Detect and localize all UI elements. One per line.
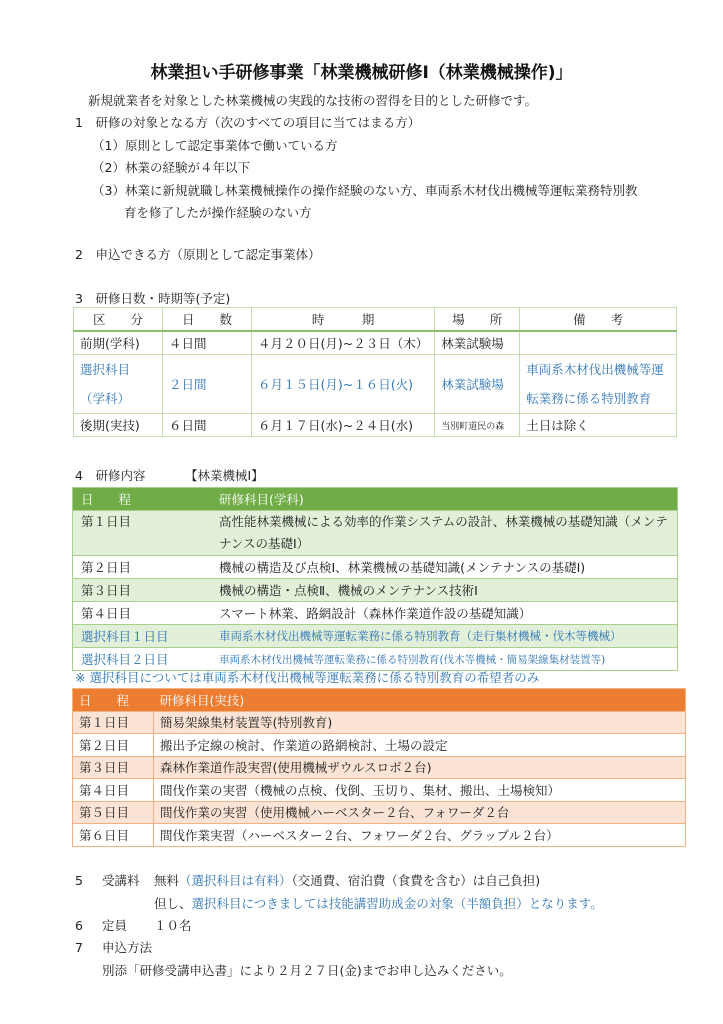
- cell-subject: 間伐作業の実習（機械の点検、伐倒、玉切り、集材、搬出、土場検知）: [154, 779, 686, 802]
- table-row: [73, 779, 686, 802]
- table-row: [73, 602, 678, 625]
- elective-note: ※ 選択科目については車両系木材伐出機械等運転業務に係る特別教育の希望者のみ: [75, 670, 540, 685]
- cell-subject: 間伐作業実習（ハーベスター２台、フォワーダ２台、グラップル２台）: [154, 824, 686, 847]
- table-row: [74, 414, 677, 437]
- cell-day: 第２日目: [73, 734, 154, 757]
- cell-category-line1: 選択科目: [80, 362, 131, 377]
- section4-heading: 4 研修内容: [75, 468, 146, 483]
- schedule-table-header: [74, 308, 677, 332]
- header-subject: 研修科目(実技): [154, 689, 686, 712]
- section2-heading: 2 申込できる方（原則として認定事業体）: [75, 247, 321, 262]
- header-subject: 研修科目(学科): [211, 488, 678, 511]
- cell-day: 第３日目: [73, 579, 212, 602]
- subsidy-however: 但し、: [154, 896, 192, 911]
- cell-day: 第１日目: [73, 711, 154, 734]
- section7-number: 7: [75, 940, 83, 955]
- section3-heading: 3 研修日数・時期等(予定): [75, 291, 231, 306]
- cell-subject: 森林作業道作設実習(使用機械ザウルスロボ２台): [154, 756, 686, 779]
- cell-place: 林業試験場: [435, 355, 520, 414]
- header-day: 日 程: [73, 689, 154, 712]
- cell-note: [520, 355, 677, 414]
- cell-category: 前期(学科): [74, 331, 163, 355]
- fee-self-pay: （交通費、宿泊費（食費を含む）は自己負担): [291, 873, 541, 888]
- cell-category: [74, 355, 163, 414]
- cell-period: ６月１７日(水)~２４日(水): [252, 414, 435, 437]
- cell-note: 土日は除く: [520, 414, 677, 437]
- cell-category: 後期(実技): [74, 414, 163, 437]
- cell-place: 当別町道民の森: [435, 414, 520, 437]
- header-category: 区 分: [74, 308, 163, 332]
- cell-subject: 搬出予定線の検討、作業道の路網検討、土場の設定: [154, 734, 686, 757]
- section7-label: 申込方法: [102, 940, 153, 955]
- cell-period: ６月１５日(月)~１６日(火): [252, 355, 435, 414]
- cell-day: 第３日目: [73, 756, 154, 779]
- cell-subject: スマート林業、路網設計（森林作業道作設の基礎知識）: [211, 602, 678, 625]
- section1-item-1: （1）原則として認定事業体で働いている方: [92, 138, 338, 153]
- table-row: [73, 556, 678, 579]
- cell-subject: 簡易架線集材装置等(特別教育): [154, 711, 686, 734]
- cell-subject: 間伐作業の実習（使用機械ハーベスター２台、フォワーダ２台: [154, 801, 686, 824]
- cell-day: 第２日目: [73, 556, 212, 579]
- fee-paid-note: （選択科目は有料）: [179, 873, 292, 888]
- cell-note: [520, 331, 677, 355]
- cell-subject: 車両系木材伐出機械等運転業務に係る特別教育（走行集材機械・伐木等機械）: [211, 625, 678, 648]
- table-row: [73, 648, 678, 671]
- section6-label: 定員: [102, 918, 128, 933]
- header-place: 場 所: [435, 308, 520, 332]
- cell-place: 林業試験場: [435, 331, 520, 355]
- section4-subheading: 【林業機械Ⅰ】: [185, 468, 264, 483]
- cell-days: ４日間: [163, 331, 252, 355]
- cell-period: ４月２０日(月)~２３日（木）: [252, 331, 435, 355]
- subsidy-text: 選択科目につきましては技能講習助成金の対象（半額負担）となります。: [191, 896, 603, 911]
- cell-day: 第４日目: [73, 602, 212, 625]
- header-days: 日 数: [163, 308, 252, 332]
- section5-label: 受講料: [102, 873, 140, 888]
- section1-item-3-cont: 育を修了したが操作経験のない方: [124, 205, 312, 220]
- cell-subject: 高性能林業機械による効率的作業システムの設計、林業機械の基礎知識（メンテナンスの基礎Ⅰ）: [211, 511, 678, 556]
- capacity-value: １０名: [154, 918, 192, 933]
- intro-text: 新規就業者を対象とした林業機械の実践的な技術の習得を目的とした研修です。: [88, 93, 538, 108]
- cell-subject: 機械の構造・点検Ⅱ、機械のメンテナンス技術Ⅰ: [211, 579, 678, 602]
- subsidy-line: [154, 896, 603, 912]
- fee-line: [154, 873, 540, 889]
- cell-note-line1: 車両系木材伐出機械等運: [526, 362, 664, 377]
- cell-days: ６日間: [163, 414, 252, 437]
- section1-item-3: （3）林業に新規就職し林業機械操作の操作経験のない方、車両系木材伐出機械等運転業務特別教: [92, 183, 638, 198]
- cell-subject: 車両系木材伐出機械等運転業務に係る特別教育(伐木等機械・簡易架線集材装置等): [211, 648, 678, 671]
- table-row: [73, 511, 678, 556]
- header-note: 備 考: [520, 308, 677, 332]
- cell-day: 選択科目２日目: [73, 648, 212, 671]
- cell-note-line2: 転業務に係る特別教育: [526, 391, 652, 406]
- cell-day: 第４日目: [73, 779, 154, 802]
- section1-item-2: （2）林業の経験が４年以下: [92, 160, 250, 175]
- table-row: [73, 734, 686, 757]
- practical-table-header: [73, 689, 686, 712]
- cell-subject: 機械の構造及び点検Ⅰ、林業機械の基礎知識(メンテナンスの基礎Ⅰ): [211, 556, 678, 579]
- cell-day: 第６日目: [73, 824, 154, 847]
- cell-day: 選択科目１日目: [73, 625, 212, 648]
- application-text: 別添「研修受講申込書」により２月２７日(金)までお申し込みください。: [102, 963, 512, 978]
- schedule-table: [73, 307, 677, 437]
- table-row: [73, 801, 686, 824]
- cell-category-line2: （学科）: [80, 391, 131, 406]
- header-day: 日 程: [73, 488, 212, 511]
- table-row: [73, 625, 678, 648]
- section1-heading: 1 研修の対象となる方（次のすべての項目に当てはまる方）: [75, 115, 421, 130]
- table-row: [74, 355, 677, 414]
- lecture-table-header: [73, 488, 678, 511]
- section5-number: 5: [75, 873, 83, 888]
- table-row: [73, 756, 686, 779]
- page-title: 林業担い手研修事業「林業機械研修Ⅰ（林業機械操作)」: [150, 63, 573, 83]
- section6-number: 6: [75, 918, 83, 933]
- cell-day: 第１日目: [73, 511, 212, 556]
- table-row: [74, 331, 677, 355]
- header-period: 時 期: [252, 308, 435, 332]
- fee-free: 無料: [154, 873, 180, 888]
- practical-table: [72, 688, 686, 847]
- table-row: [73, 824, 686, 847]
- lecture-table: [72, 487, 678, 671]
- table-row: [73, 711, 686, 734]
- cell-days: ２日間: [163, 355, 252, 414]
- table-row: [73, 579, 678, 602]
- cell-day: 第５日目: [73, 801, 154, 824]
